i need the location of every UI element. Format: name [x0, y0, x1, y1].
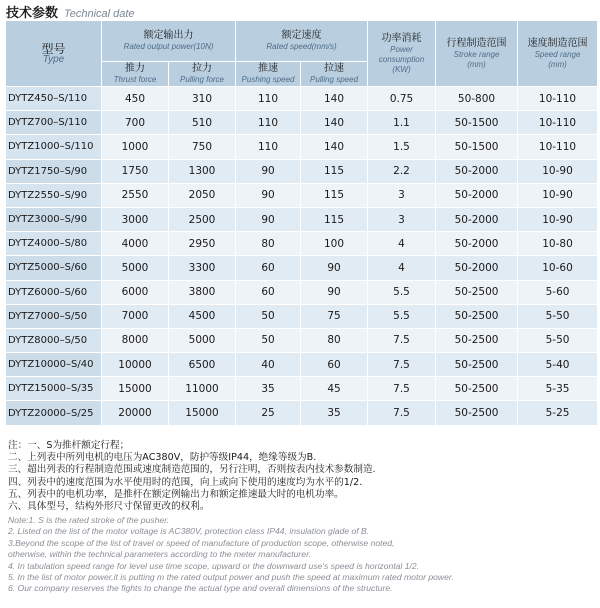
cell-stroke-range: 50-2000: [436, 183, 518, 207]
table-body: [6, 87, 598, 426]
header-power: [368, 21, 436, 87]
cell-pull: 1300: [169, 159, 236, 183]
cell-pull-speed: 60: [301, 353, 368, 377]
table-row: [6, 353, 598, 377]
cell-thrust: 1750: [102, 159, 169, 183]
table-row: [6, 232, 598, 256]
cell-speed-range: 10-110: [518, 87, 598, 111]
cell-model: DYTZ4000–S/80: [6, 232, 102, 256]
cell-push-speed: 50: [236, 328, 301, 352]
table-row: [6, 304, 598, 328]
cell-thrust: 6000: [102, 280, 169, 304]
table-row: [6, 87, 598, 111]
note-line-en: 3.Beyond the scope of the list of travel or speed of manufacture of production scope, otherwise noted,: [8, 537, 395, 548]
cell-push-speed: 60: [236, 280, 301, 304]
cell-power: 1.1: [368, 111, 436, 135]
cell-thrust: 7000: [102, 304, 169, 328]
cell-push-speed: 90: [236, 183, 301, 207]
cell-model: DYTZ1750–S/90: [6, 159, 102, 183]
cell-stroke-range: 50-2000: [436, 232, 518, 256]
cell-thrust: 1000: [102, 135, 169, 159]
header-pull-en: Pulling force: [179, 75, 225, 84]
cell-stroke-range: 50-2500: [436, 280, 518, 304]
header-pull-speed: [301, 62, 368, 87]
cell-pull-speed: 75: [301, 304, 368, 328]
cell-model: DYTZ1000–S/110: [6, 135, 102, 159]
table-row: [6, 401, 598, 425]
header-push-speed-cn: 推速: [258, 63, 279, 74]
table-row: [6, 135, 598, 159]
cell-power: 2.2: [368, 159, 436, 183]
cell-pull-speed: 90: [301, 280, 368, 304]
cell-speed-range: 10-80: [518, 232, 598, 256]
title-en: Technical date: [64, 8, 135, 20]
cell-pull-speed: 45: [301, 377, 368, 401]
header-model-en: Type: [42, 53, 65, 65]
cell-stroke-range: 50-2000: [436, 256, 518, 280]
cell-push-speed: 90: [236, 159, 301, 183]
note-line-en: otherwise, within the technical parameters according to the meter manufacturer.: [8, 549, 311, 560]
header-power-en1: Power: [390, 44, 413, 54]
cell-stroke-range: 50-2500: [436, 304, 518, 328]
cell-model: DYTZ10000–S/40: [6, 353, 102, 377]
cell-power: 0.75: [368, 87, 436, 111]
table-row: [6, 111, 598, 135]
note-line: 五、列表中的电机功率，是推杆在额定例输出力和额定推速最大时的电机功率。: [8, 488, 344, 500]
header-stroke-cn: 行程制造范围: [446, 37, 507, 49]
cell-push-speed: 80: [236, 232, 301, 256]
cell-speed-range: 5-35: [518, 377, 598, 401]
table-row: [6, 207, 598, 231]
cell-pull: 2950: [169, 232, 236, 256]
cell-model: DYTZ450–S/110: [6, 87, 102, 111]
cell-pull-speed: 140: [301, 135, 368, 159]
cell-pull: 310: [169, 87, 236, 111]
cell-push-speed: 25: [236, 401, 301, 425]
header-power-en3: (KW): [392, 64, 411, 74]
cell-speed-range: 10-60: [518, 256, 598, 280]
cell-power: 5.5: [368, 280, 436, 304]
header-power-cn: 功率消耗: [381, 32, 422, 44]
header-rated-speed-en: Rated speed(mm/s): [266, 42, 337, 51]
cell-speed-range: 10-90: [518, 207, 598, 231]
cell-thrust: 3000: [102, 207, 169, 231]
header-stroke-en: Stroke range: [453, 49, 500, 59]
cell-thrust: 10000: [102, 353, 169, 377]
note-line: 六、具体型号，结构外形尺寸保留更改的权利。: [8, 501, 210, 513]
cell-model: DYTZ700–S/110: [6, 111, 102, 135]
cell-push-speed: 60: [236, 256, 301, 280]
cell-pull-speed: 115: [301, 159, 368, 183]
cell-stroke-range: 50-800: [436, 87, 518, 111]
note-line-en: Note:1. S is the rated stroke of the pusher.: [8, 515, 170, 525]
cell-pull-speed: 115: [301, 207, 368, 231]
cell-speed-range: 5-50: [518, 328, 598, 352]
cell-push-speed: 90: [236, 207, 301, 231]
cell-pull: 11000: [169, 377, 236, 401]
cell-thrust: 700: [102, 111, 169, 135]
cell-pull: 2500: [169, 207, 236, 231]
cell-model: DYTZ15000–S/35: [6, 377, 102, 401]
note-line-en: 5. In the list of motor power,it is putting m the rated output power and push the speed at maximum rated motor power.: [8, 572, 454, 583]
title-cn: 技术参数: [6, 6, 59, 21]
cell-stroke-range: 50-2500: [436, 328, 518, 352]
cell-thrust: 4000: [102, 232, 169, 256]
cell-pull-speed: 100: [301, 232, 368, 256]
cell-speed-range: 10-110: [518, 111, 598, 135]
cell-power: 7.5: [368, 328, 436, 352]
cell-speed-range: 5-50: [518, 304, 598, 328]
cell-speed-range: 5-60: [518, 280, 598, 304]
cell-speed-range: 10-90: [518, 183, 598, 207]
cell-pull: 4500: [169, 304, 236, 328]
cell-push-speed: 40: [236, 353, 301, 377]
cell-thrust: 5000: [102, 256, 169, 280]
cell-power: 7.5: [368, 353, 436, 377]
header-rated-speed: [236, 21, 368, 62]
cell-stroke-range: 50-2500: [436, 401, 518, 425]
table-row: [6, 377, 598, 401]
header-pull-speed-en: Pulling speed: [309, 75, 359, 84]
note-line: 三、超出列表的行程制造范围或速度制造范围的，另行注明，否则按表内技术参数制造.: [8, 464, 376, 476]
notes-english: [8, 515, 454, 595]
cell-pull: 15000: [169, 401, 236, 425]
header-thrust-cn: 推力: [125, 63, 145, 74]
cell-pull: 2050: [169, 183, 236, 207]
header-model: [6, 21, 102, 87]
header-thrust: [102, 62, 169, 87]
note-line-en: 4. In tabulation speed range for level use time scope, upward or the downward use's speed is horizontal 1/2.: [8, 560, 420, 571]
cell-stroke-range: 50-2500: [436, 353, 518, 377]
cell-power: 5.5: [368, 304, 436, 328]
cell-pull: 5000: [169, 328, 236, 352]
header-speed-range-unit: (mm): [548, 59, 567, 69]
note-line: 四、列表中的速度范围为水平使用时的范围，向上或向下使用的速度均为水平的1/2.: [8, 476, 363, 488]
cell-model: DYTZ5000–S/60: [6, 256, 102, 280]
table-row: [6, 256, 598, 280]
cell-thrust: 2550: [102, 183, 169, 207]
note-line-en: 2. Listed on the list of the motor voltage is AC380V, protection class IP44, insulation glade of B.: [8, 526, 370, 537]
cell-push-speed: 110: [236, 111, 301, 135]
cell-push-speed: 110: [236, 135, 301, 159]
cell-stroke-range: 50-2000: [436, 159, 518, 183]
header-speed-range-cn: 速度制造范围: [527, 37, 588, 49]
cell-pull-speed: 140: [301, 111, 368, 135]
cell-power: 7.5: [368, 377, 436, 401]
cell-push-speed: 35: [236, 377, 301, 401]
cell-model: DYTZ6000–S/60: [6, 280, 102, 304]
header-push-speed: [236, 62, 301, 87]
header-rated-output: [102, 21, 236, 62]
note-line-en: 6. Our company reserves the fights to change the actual type and overall dimensions of the structure.: [8, 583, 393, 594]
cell-pull-speed: 35: [301, 401, 368, 425]
header-speed-range-en: Speed range: [534, 49, 581, 59]
cell-speed-range: 10-90: [518, 159, 598, 183]
cell-speed-range: 10-110: [518, 135, 598, 159]
spec-table: [5, 20, 598, 426]
cell-pull: 510: [169, 111, 236, 135]
cell-thrust: 15000: [102, 377, 169, 401]
header-pull-speed-cn: 拉速: [324, 63, 345, 74]
header-pull-cn: 拉力: [192, 63, 212, 74]
cell-power: 3: [368, 183, 436, 207]
header-model-cn: 型号: [41, 41, 66, 56]
cell-speed-range: 5-25: [518, 401, 598, 425]
cell-stroke-range: 50-2500: [436, 377, 518, 401]
note-line: 二、上列表中所列电机的电压为AC380V，防护等级IP44，绝缘等级为B.: [8, 452, 317, 464]
cell-power: 4: [368, 256, 436, 280]
cell-thrust: 450: [102, 87, 169, 111]
cell-speed-range: 5-40: [518, 353, 598, 377]
notes-chinese: [8, 440, 376, 513]
header-stroke-unit: (mm): [467, 59, 486, 69]
cell-stroke-range: 50-1500: [436, 111, 518, 135]
header-thrust-en: Thrust force: [113, 75, 157, 84]
cell-stroke-range: 50-2000: [436, 207, 518, 231]
cell-model: DYTZ2550–S/90: [6, 183, 102, 207]
cell-model: DYTZ7000–S/50: [6, 304, 102, 328]
table-row: [6, 280, 598, 304]
cell-thrust: 8000: [102, 328, 169, 352]
cell-pull-speed: 115: [301, 183, 368, 207]
cell-power: 3: [368, 207, 436, 231]
cell-push-speed: 50: [236, 304, 301, 328]
cell-pull-speed: 80: [301, 328, 368, 352]
cell-pull: 3800: [169, 280, 236, 304]
cell-power: 4: [368, 232, 436, 256]
cell-power: 7.5: [368, 401, 436, 425]
cell-pull-speed: 140: [301, 87, 368, 111]
cell-model: DYTZ3000–S/90: [6, 207, 102, 231]
header-stroke: [436, 21, 518, 87]
cell-pull: 3300: [169, 256, 236, 280]
cell-power: 1.5: [368, 135, 436, 159]
cell-stroke-range: 50-1500: [436, 135, 518, 159]
cell-model: DYTZ20000–S/25: [6, 401, 102, 425]
cell-thrust: 20000: [102, 401, 169, 425]
note-line: 注：一、S为推杆额定行程；: [8, 440, 130, 451]
table-row: [6, 328, 598, 352]
cell-pull: 6500: [169, 353, 236, 377]
cell-pull-speed: 90: [301, 256, 368, 280]
header-push-speed-en: Pushing speed: [241, 75, 295, 84]
cell-push-speed: 110: [236, 87, 301, 111]
cell-model: DYTZ8000–S/50: [6, 328, 102, 352]
table-row: [6, 183, 598, 207]
header-power-en2: consumption: [378, 54, 425, 64]
header-rated-speed-cn: 额定速度: [281, 30, 322, 41]
header-rated-output-en: Rated output power(10N): [123, 42, 214, 51]
cell-pull: 750: [169, 135, 236, 159]
section-title: [6, 2, 135, 21]
header-speed-range: [518, 21, 598, 87]
header-rated-output-cn: 额定输出力: [143, 30, 194, 41]
table-row: [6, 159, 598, 183]
header-pull: [169, 62, 236, 87]
